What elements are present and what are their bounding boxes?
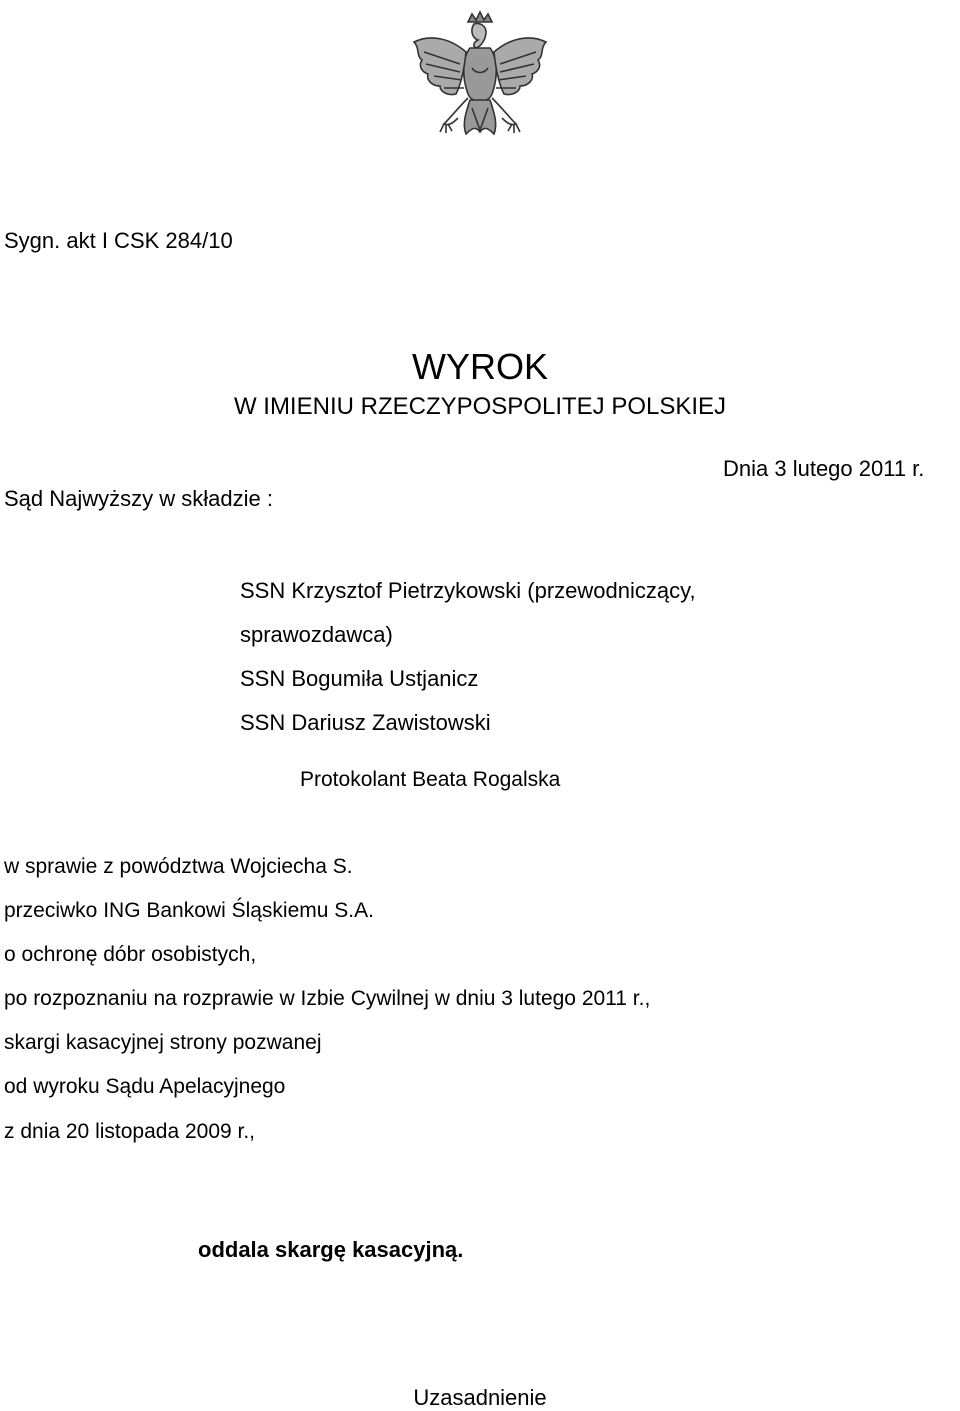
case-line: z dnia 20 listopada 2009 r., — [4, 1120, 256, 1143]
case-line: po rozpoznaniu na rozprawie w Izbie Cywilnej w dniu 3 lutego 2011 r., — [4, 987, 651, 1010]
document-subtitle: W IMIENIU RZECZYPOSPOLITEJ POLSKIEJ — [233, 393, 727, 420]
case-signature: Sygn. akt I CSK 284/10 — [4, 228, 233, 253]
court-composition-label: Sąd Najwyższy w składzie : — [4, 486, 273, 511]
document-title: WYROK — [411, 346, 548, 387]
judgment-date: Dnia 3 lutego 2011 r. — [723, 456, 925, 481]
panel-member: SSN Bogumiła Ustjanicz — [240, 666, 479, 691]
reasons-heading: Uzasadnienie — [413, 1385, 547, 1410]
panel-member: sprawozdawca) — [240, 622, 393, 647]
polish-eagle-emblem — [400, 8, 560, 168]
verdict-text: oddala skargę kasacyjną. — [198, 1237, 464, 1262]
panel-member: SSN Dariusz Zawistowski — [240, 710, 491, 735]
panel-member: SSN Krzysztof Pietrzykowski (przewodniczący, — [240, 578, 696, 603]
case-line: skargi kasacyjnej strony pozwanej — [4, 1031, 322, 1054]
case-line: o ochronę dóbr osobistych, — [4, 943, 257, 966]
case-line: w sprawie z powództwa Wojciecha S. — [4, 855, 353, 878]
case-line: przeciwko ING Bankowi Śląskiemu S.A. — [4, 899, 374, 922]
court-clerk: Protokolant Beata Rogalska — [300, 768, 561, 791]
case-line: od wyroku Sądu Apelacyjnego — [4, 1075, 286, 1098]
